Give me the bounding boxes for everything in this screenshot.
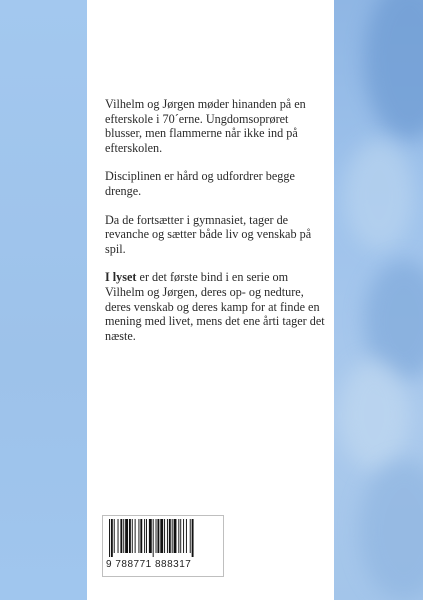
barcode-bar (109, 519, 110, 557)
blurb-body: Da de fortsætter i gymnasiet, tager de revanche og sætter både liv og venskab på spil. (105, 212, 312, 256)
barcode-bar (153, 519, 154, 557)
barcode-bar (169, 519, 171, 553)
barcode-bar (156, 519, 157, 553)
barcode-bar (135, 519, 136, 553)
barcode-bar (123, 519, 124, 553)
blurb-body: Disciplinen er hård og udfordrer begge drenge. (105, 169, 295, 198)
blurb-lead: I lyset (105, 270, 137, 285)
barcode-bar (174, 519, 177, 553)
barcode-bar (172, 519, 173, 553)
barcode-bar (190, 519, 191, 553)
barcode-bar (125, 519, 128, 553)
blurb-body: er det første bind i en serie om Vilhelm og Jørgen, deres op- og nedture, deres venskab og deres kamp for at finde en mening med livet, mens det ene årti tager det næste. (105, 270, 325, 343)
barcode-bar (146, 519, 147, 553)
sky-band-left (0, 0, 87, 600)
barcode-bar (132, 519, 133, 553)
blurb-paragraph (105, 169, 327, 198)
barcode-bar (183, 519, 184, 553)
barcode-bar (140, 519, 142, 553)
text-panel (87, 0, 334, 600)
blurb-paragraph (105, 213, 327, 257)
cloud-shape (359, 460, 423, 600)
sky-band-right (334, 0, 423, 600)
barcode-bar (192, 519, 194, 557)
barcode-bar (167, 519, 168, 553)
cloud-shape (339, 360, 409, 470)
isbn-number: 9 788771 888317 (106, 559, 192, 570)
cloud-shape (344, 140, 414, 250)
barcode-bar (149, 519, 152, 553)
barcode-bar (180, 519, 181, 553)
barcode-bar (118, 519, 119, 553)
blurb-paragraph (105, 270, 327, 343)
barcode-bar (178, 519, 179, 553)
barcode-bar (129, 519, 131, 553)
barcode-bar (111, 519, 113, 557)
cloud-shape (364, 0, 423, 140)
blurb-body: Vilhelm og Jørgen møder hinanden på en efterskole i 70´erne. Ungdomsoprøret blusser, men flammerne når ikke ind på efterskolen. (105, 97, 306, 155)
barcode-bar (138, 519, 139, 553)
blurb-text (105, 97, 327, 357)
barcode-bar (114, 519, 115, 553)
isbn-barcode (102, 515, 224, 577)
barcode-bar (186, 519, 187, 553)
barcode-bar (144, 519, 145, 553)
barcode-bar (160, 519, 163, 553)
barcode-bar (157, 519, 159, 553)
blurb-paragraph (105, 97, 327, 155)
barcode-bar (164, 519, 165, 553)
barcode-bar (120, 519, 122, 553)
barcode-bars (109, 519, 217, 557)
